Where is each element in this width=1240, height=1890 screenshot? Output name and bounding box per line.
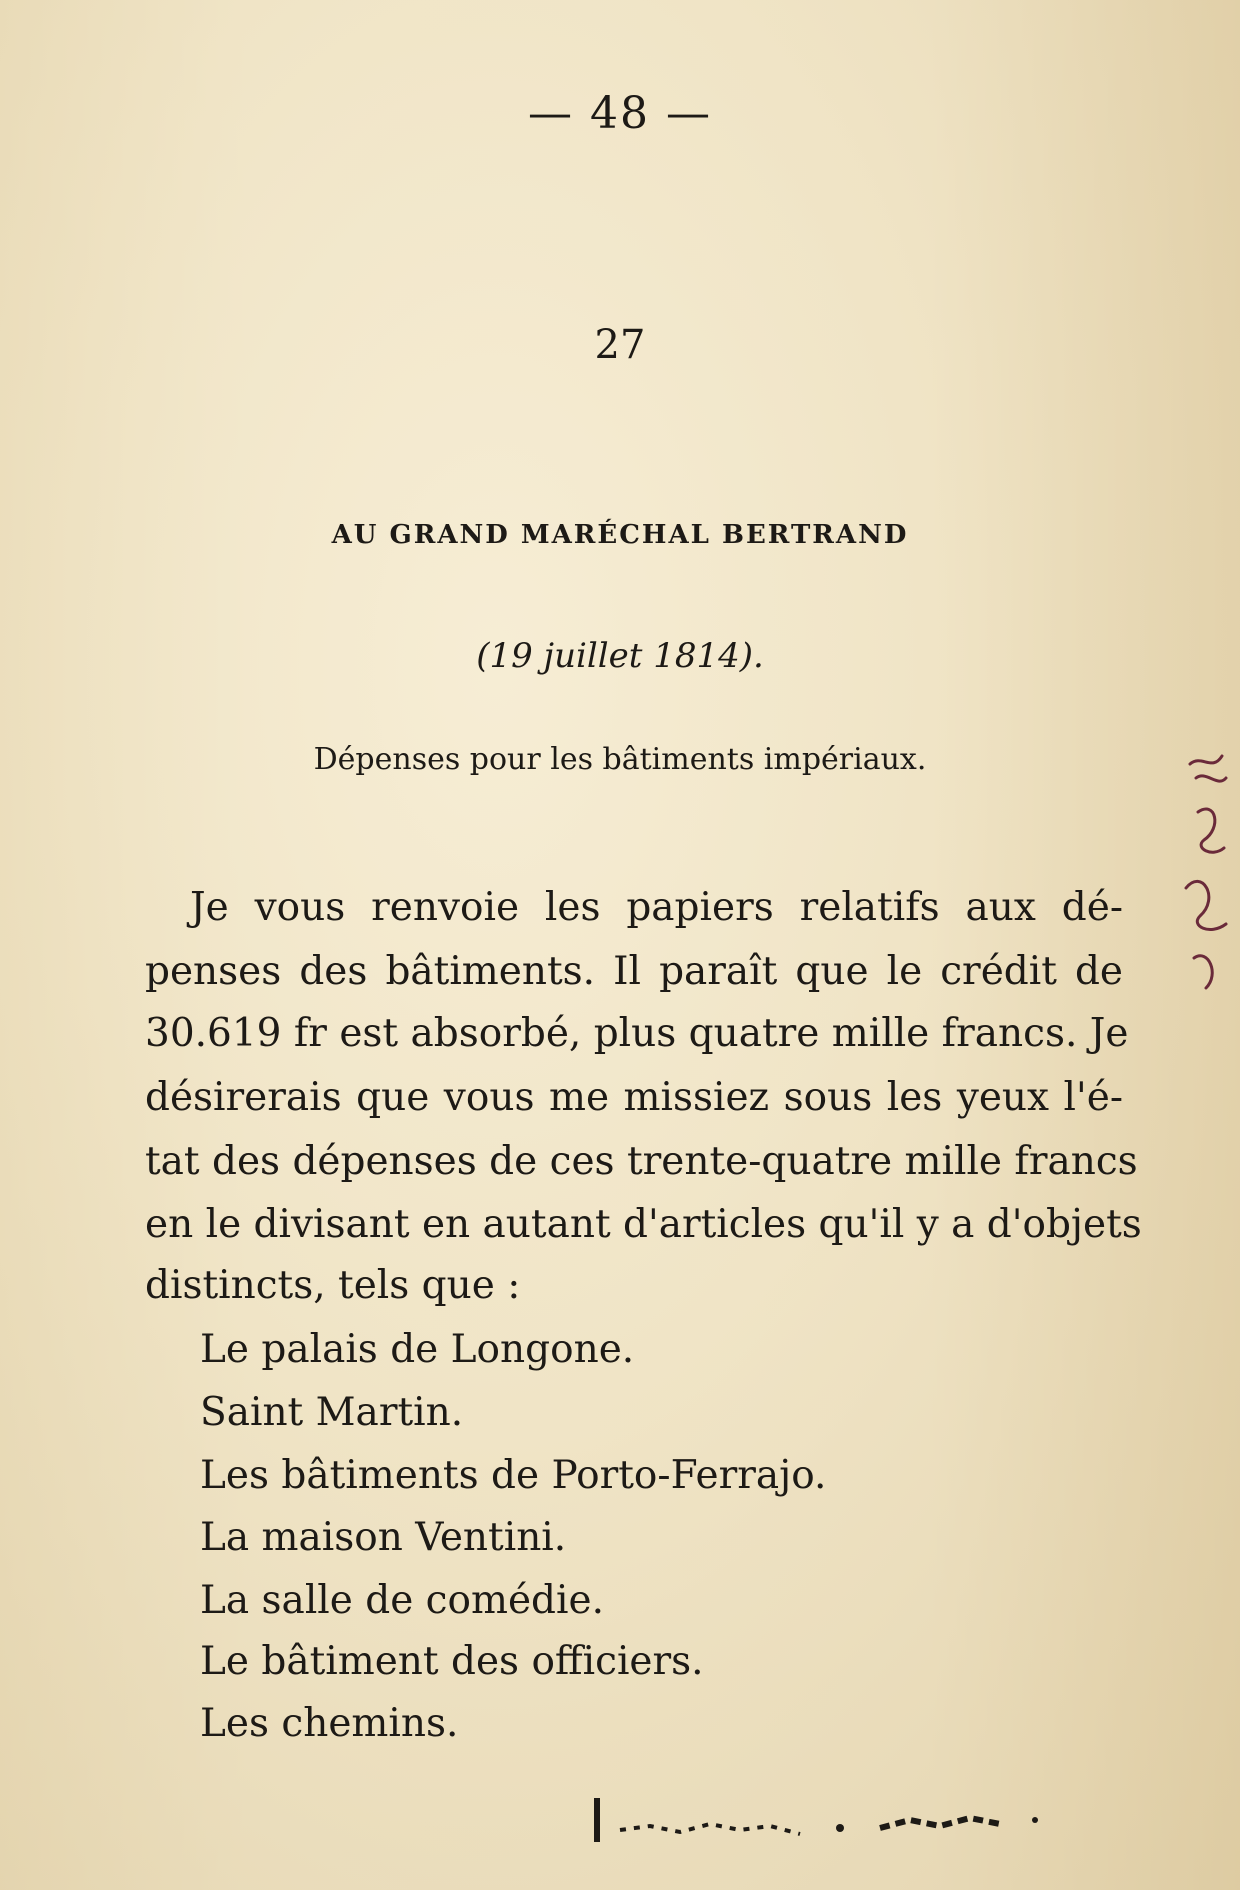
letter-recipient: AU GRAND MARÉCHAL BERTRAND (331, 520, 909, 550)
paragraph-line: désirerais que vous me missiez sous les yeux l'é- (145, 1075, 1123, 1120)
ink-stamp-icon (590, 1790, 1050, 1850)
list-item: Les chemins. (200, 1701, 459, 1746)
handwritten-margin-note-icon (1176, 748, 1236, 1008)
letter-number: 27 (594, 322, 646, 368)
paragraph-line: penses des bâtiments. Il paraît que le crédit de (145, 949, 1123, 994)
paragraph-line: Je vous renvoie les papiers relatifs aux dé- (190, 885, 1123, 930)
page-number: — 48 — (528, 88, 712, 139)
paragraph-line: en le divisant en autant d'articles qu'il y a d'objets (145, 1202, 1142, 1247)
list-item: Saint Martin. (200, 1390, 464, 1435)
paragraph-line: distincts, tels que : (145, 1263, 521, 1308)
list-item: Le bâtiment des officiers. (200, 1639, 704, 1684)
list-item: La maison Ventini. (200, 1515, 567, 1560)
list-item: La salle de comédie. (200, 1578, 604, 1623)
list-item: Les bâtiments de Porto-Ferrajo. (200, 1453, 827, 1498)
letter-subject: Dépenses pour les bâtiments impériaux. (313, 742, 927, 777)
paragraph-line: tat des dépenses de ces trente-quatre mille francs (145, 1139, 1138, 1184)
letter-date: (19 juillet 1814). (476, 636, 764, 676)
paragraph-line: 30.619 fr est absorbé, plus quatre mille francs. Je (145, 1011, 1129, 1056)
list-item: Le palais de Longone. (200, 1327, 635, 1372)
